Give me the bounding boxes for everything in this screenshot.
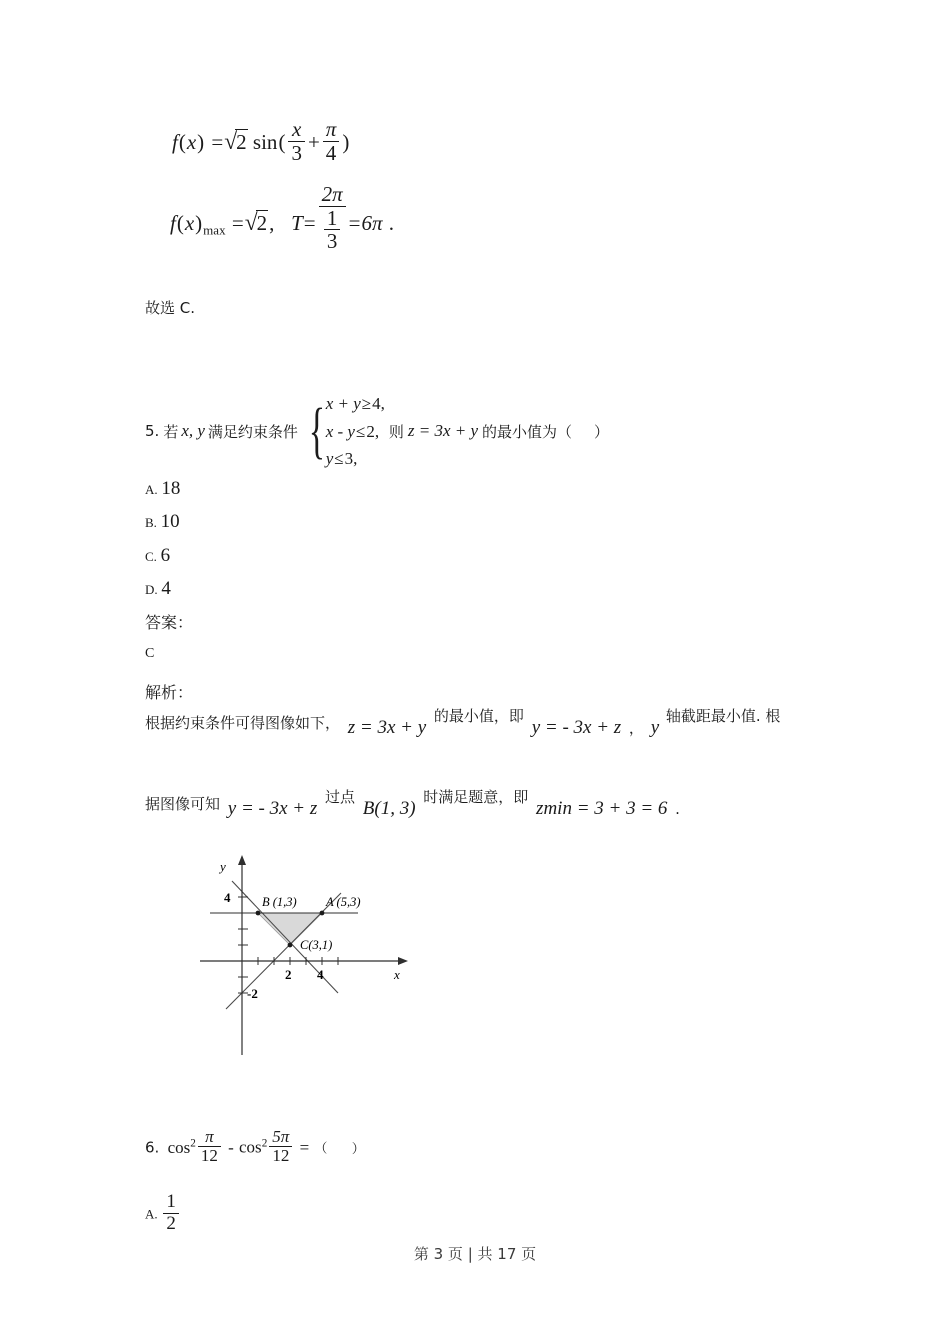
option-d-label: D. — [145, 582, 158, 597]
exp2-math-y: y = - 3x + z — [227, 798, 318, 819]
y-axis-arrow — [238, 855, 246, 865]
exp1-text-b: 的最小值，即 — [433, 707, 524, 725]
option-a[interactable] — [145, 478, 180, 500]
constraint-row: x + y≥4, — [325, 394, 385, 413]
fmax-f: f — [170, 211, 176, 236]
frac-pi-4: $\frac{\pi}{4}$ — [323, 118, 340, 164]
q5-stem-close: ） — [594, 422, 610, 441]
point-label-A: A (5,3) — [326, 895, 361, 909]
sqrt-two-2: √2 — [244, 210, 268, 237]
exp2-text-b: 过点 — [325, 788, 356, 806]
frac-one-third: $\frac{1}{3}$ — [324, 207, 341, 253]
q6-paren-open: （ — [314, 1141, 328, 1157]
constraint-system — [302, 390, 385, 473]
exp1-text-c: 轴截距最小值. 根 — [665, 707, 781, 725]
exp1-math-y: y = - 3x + z — [531, 717, 622, 738]
q6-equals: = — [299, 1137, 310, 1157]
graph-svg — [150, 845, 430, 1095]
exp2-text-c: 时满足题意，即 — [423, 788, 529, 806]
sin-label: sin — [252, 129, 278, 154]
option-c-value: 6 — [160, 545, 171, 566]
left-brace-glyph: { — [308, 396, 326, 465]
q6-paren-close: ） — [351, 1141, 365, 1157]
option-b[interactable] — [145, 511, 180, 533]
sqrt-two: √2 — [224, 128, 247, 155]
exp1-comma: ， — [628, 719, 644, 737]
q6-cos-1: cos — [167, 1137, 191, 1157]
point-label-B: B (1,3) — [262, 895, 297, 909]
option-b-label: B. — [145, 515, 157, 530]
formula-fx-f: f — [172, 129, 178, 154]
exp1-text-a: 根据约束条件可得图像如下， — [145, 714, 341, 732]
option-d-value: 4 — [161, 578, 171, 599]
x-tick-label-2: 2 — [285, 967, 292, 982]
axis-label-y: y — [220, 859, 226, 874]
q5-stem-prefix: 若 — [163, 422, 179, 441]
q5-number: 5. — [145, 422, 160, 441]
formula-fx-x: x — [186, 129, 197, 154]
exp2-math-zmin: zmin = 3 + 3 = 6 — [536, 798, 668, 819]
answer-value: C — [145, 646, 155, 661]
option-c[interactable] — [145, 545, 170, 567]
x-axis-arrow — [398, 957, 408, 965]
period-dot: . — [388, 211, 395, 236]
q5-stem-vars: x, y — [181, 421, 205, 441]
period-T: T — [291, 211, 303, 236]
x-tick-label-4: 4 — [317, 967, 324, 982]
q6-number: 6. — [145, 1138, 160, 1157]
period-value: 6π — [361, 211, 383, 236]
q5-objective: z = 3x + y — [407, 421, 479, 441]
formula-fx: f(x) =√2 sin( $\frac{x}{3}$ + $\frac{\pi}{4}$ ) — [172, 117, 350, 165]
linear-programming-graph — [150, 845, 430, 1095]
option-b-value: 10 — [160, 511, 180, 532]
answer-label: 答案： — [145, 613, 194, 632]
option-d[interactable] — [145, 578, 171, 600]
point-label-C: C(3,1) — [300, 938, 333, 952]
exp1-math-yaxis: y — [650, 717, 660, 738]
exp2-dot: . — [675, 800, 680, 818]
q6-sup-1: 2 — [190, 1137, 196, 1150]
q6-frac-pi-12: $\frac{\pi}{12}$ — [198, 1128, 221, 1166]
question-6 — [145, 1128, 365, 1166]
q5-stem-then: 则 — [388, 422, 404, 441]
q6-cos-2: cos — [239, 1137, 262, 1157]
q6-option-a-fraction: $\frac{1}{2}$ — [163, 1192, 179, 1234]
question-5 — [145, 390, 609, 473]
exp2-math-B: B(1, 3) — [362, 798, 416, 819]
y-tick-label-minus-2: -2 — [247, 986, 258, 1001]
frac-period: $\frac{2\pi}{\frac{1}{3}}$ — [319, 183, 346, 253]
q5-stem-suffix: 的最小值为（ — [482, 422, 573, 441]
q6-minus: - — [228, 1137, 234, 1157]
formula-max-period: $f(x)_{max} =√2$, T= $\frac{2\pi}{\frac{1}{3}}$ =6π . — [170, 182, 395, 254]
point-B — [256, 911, 261, 916]
point-C — [288, 943, 293, 948]
q6-option-a-label: A. — [145, 1206, 158, 1222]
option-a-label: A. — [145, 482, 158, 497]
q5-stem-mid: 满足约束条件 — [207, 422, 298, 441]
option-c-label: C. — [145, 549, 157, 564]
fmax-x: x — [184, 211, 195, 236]
fmax-subscript: max — [203, 222, 226, 238]
explanation-line-1 — [145, 707, 781, 738]
y-tick-label-4: 4 — [224, 890, 231, 905]
exp1-math-z: z = 3x + y — [347, 717, 427, 738]
point-A — [320, 911, 325, 916]
exp2-text-a: 据图像可知 — [145, 795, 221, 813]
conclusion-text: 故选 C. — [145, 299, 196, 317]
constraint-row: x - y≤2, — [325, 421, 380, 441]
option-a-value: 18 — [161, 478, 181, 499]
q6-option-a[interactable] — [145, 1192, 181, 1234]
q6-frac-5pi-12: $\frac{5\pi}{12}$ — [269, 1128, 292, 1166]
frac-x-3: $\frac{x}{3}$ — [288, 118, 305, 164]
axis-label-x: x — [394, 967, 400, 982]
explanation-line-2 — [145, 788, 680, 819]
q6-sup-2: 2 — [261, 1137, 268, 1150]
explanation-label: 解析： — [145, 683, 194, 702]
page-footer: 第 3 页 | 共 17 页 — [413, 1245, 537, 1263]
constraint-row: y≤3, — [325, 449, 358, 469]
